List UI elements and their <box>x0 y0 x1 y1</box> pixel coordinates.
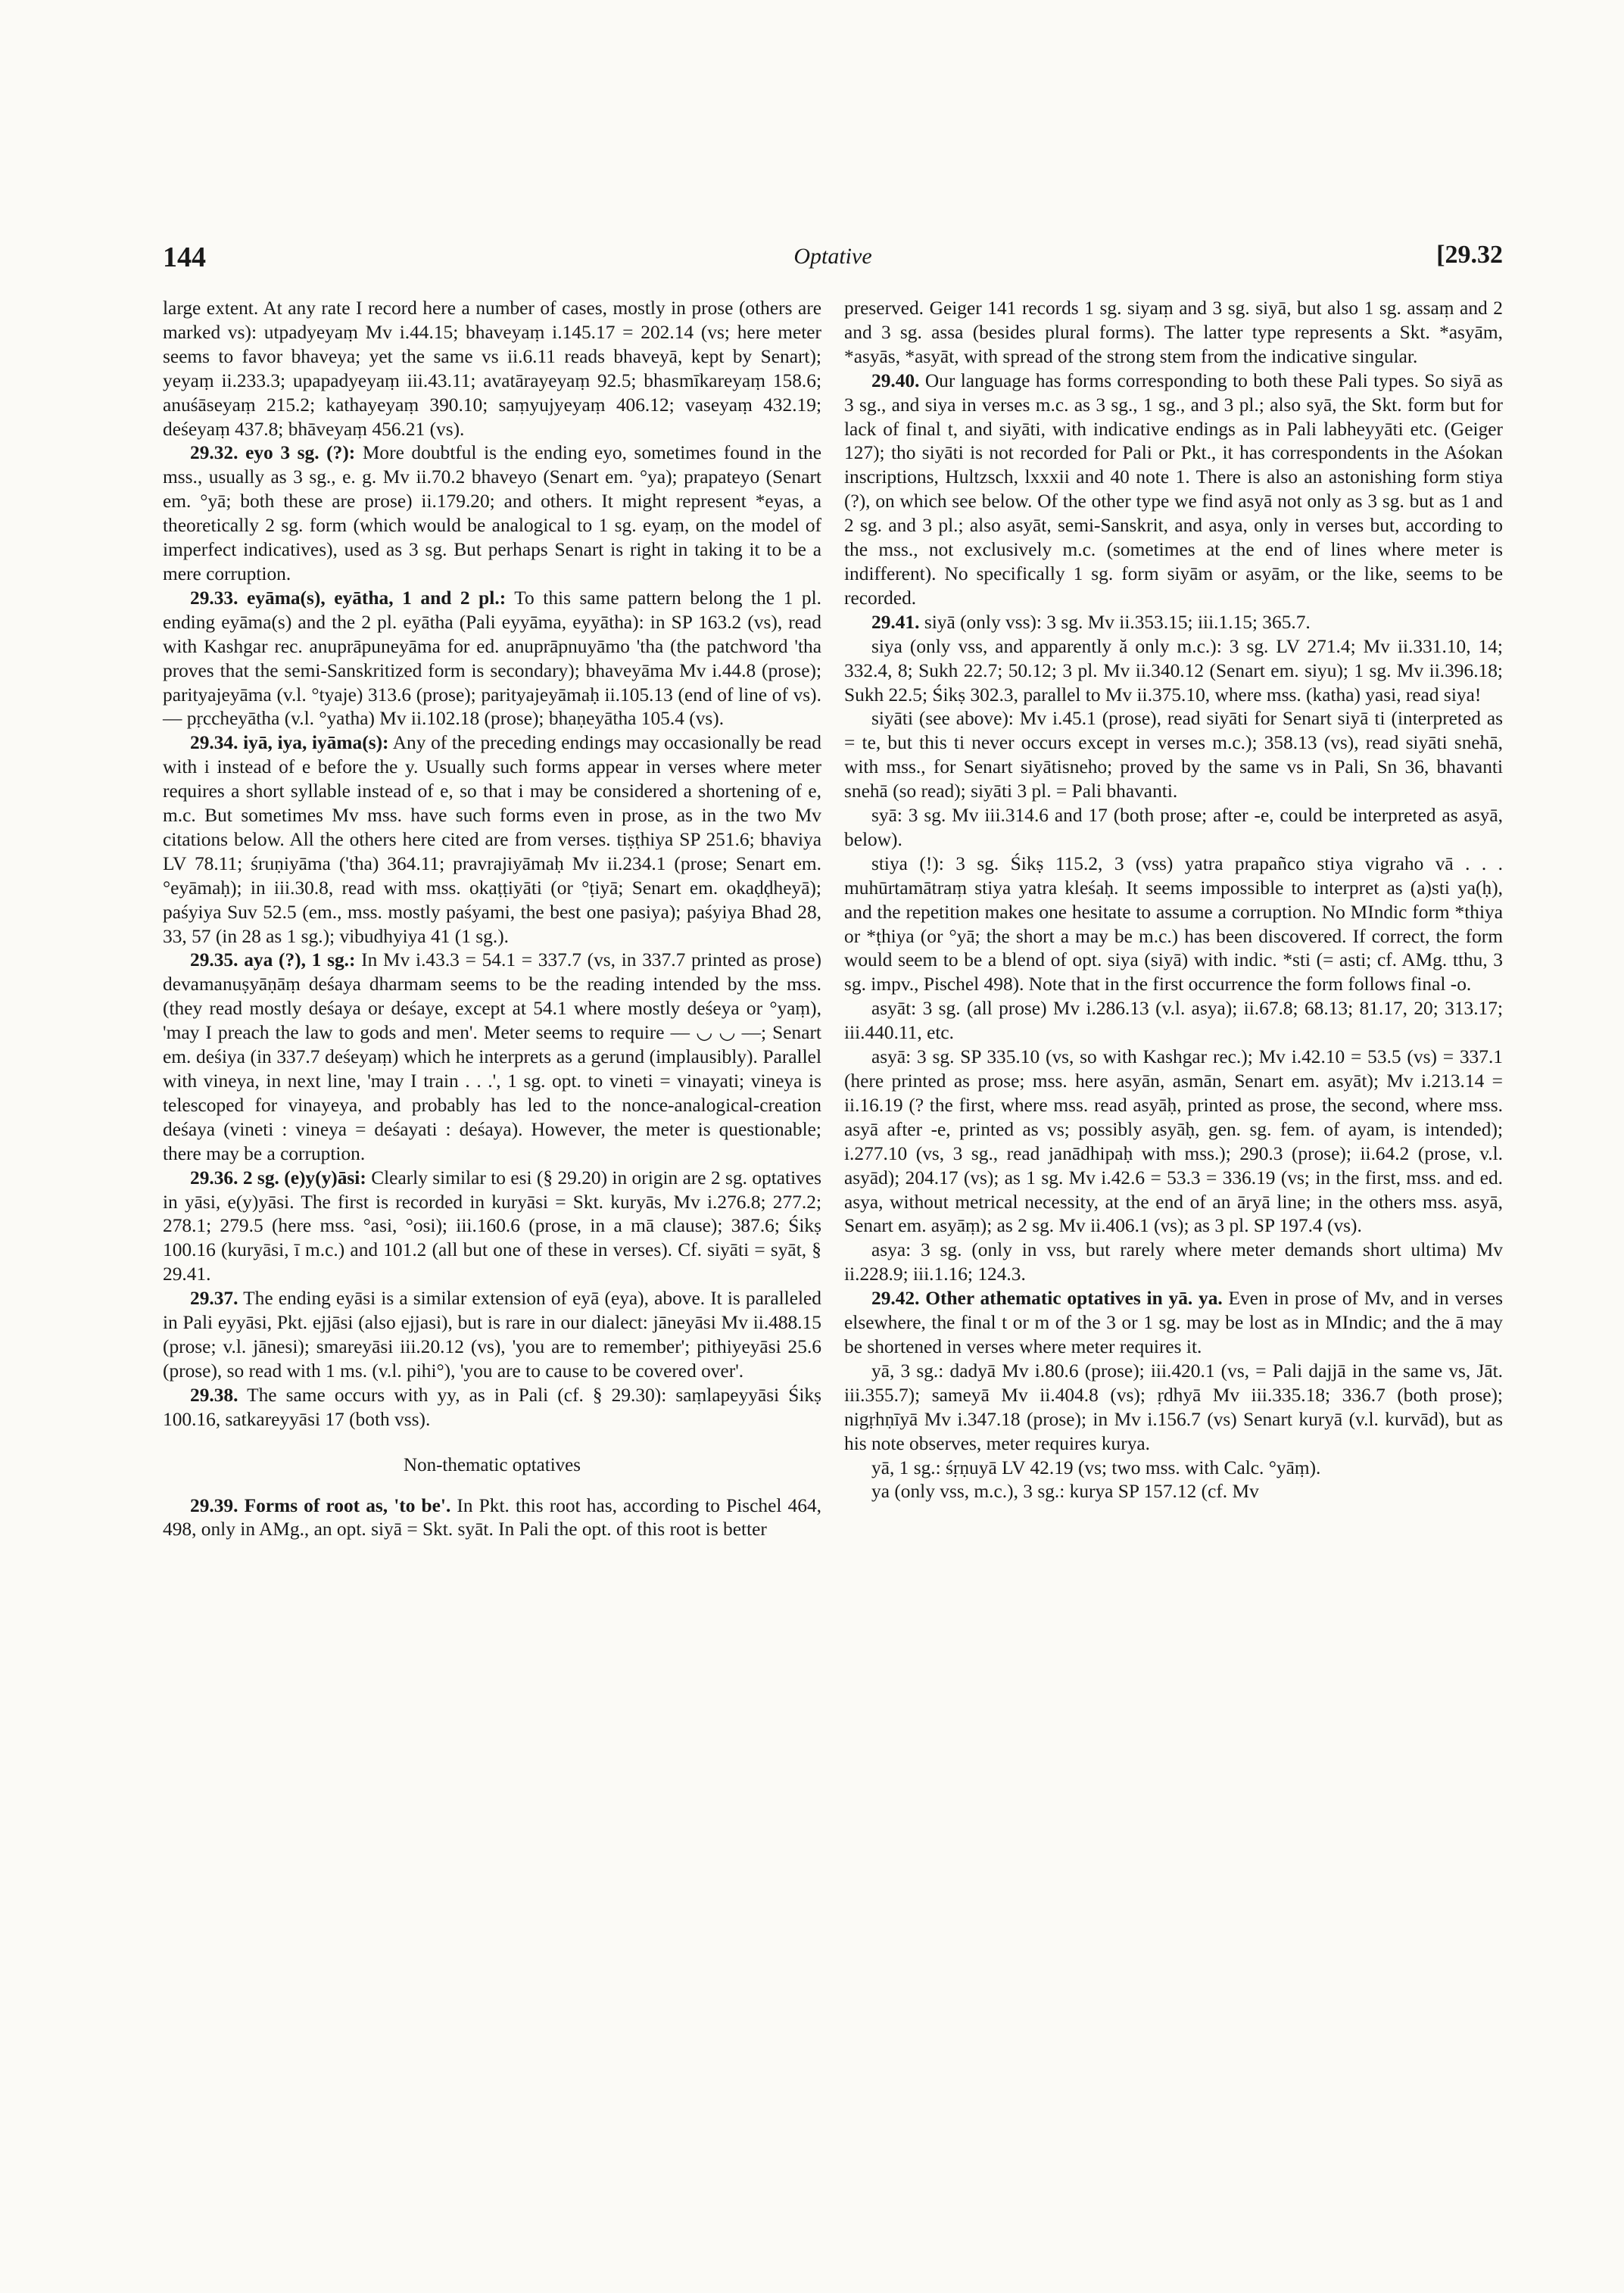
entry-stiya: stiya (!): 3 sg. Śikṣ 115.2, 3 (vss) yatra prapañco stiya vigraho vā . . . muhūrtamātraṃ stiya yatra kleśaḥ. It seems impossible to interpret as (a)sti ya(ḥ), and the repetition makes one hesitate to assume a corruption. No MIndic form *thiya or *ṭhiya (or °yā; the short a may be m.c.) has been discovered. If correct, the form would seem to be a blend of opt. siya (siyā) with indic. *sti (= asti; cf. AMg. tthu, 3 sg. impv., Pischel 498). Note that in the first occurrence the form follows final -o. <box>844 852 1503 995</box>
section-body: The ending eyāsi is a similar extension of eyā (eya), above. It is paralleled in Pali eyyāsi, Pkt. ejjāsi (also ejjasi), but is rare in our dialect: jāneyāsi Mv ii.488.15 (prose; v.l. jānesi); smareyāsi iii.20.12 (vs), 'you are to remember'; pithiyeyāsi 25.6 (prose), so read with 1 ms. (v.l. pihi°), 'you are to cause to be covered over'. <box>163 1288 821 1382</box>
section-body: In Pkt. this root has, according to Pischel 464, 498, only in AMg., an opt. siyā = Skt. syāt. In Pali the opt. of this root is better <box>163 1494 821 1541</box>
left-column <box>163 297 821 1542</box>
entry-asya-short: asya: 3 sg. (only in vss, but rarely where meter demands short ultima) Mv ii.228.9; iii.1.16; 124.3. <box>844 1239 1503 1285</box>
section-reference: [29.32 <box>1436 241 1503 269</box>
section-29-36 <box>163 1167 821 1288</box>
section-29-39 <box>163 1494 821 1543</box>
right-column <box>844 297 1503 1504</box>
section-heading: 29.38. <box>190 1384 238 1406</box>
section-body: In Mv i.43.3 = 54.1 = 337.7 (vs, in 337.7 printed as prose) devamanuṣyāṇāṃ deśaya dharmam seems to be the reading intended by the mss. (they read mostly deśaya or deśaye, except at 54.1 where mostly deśeya or °yaṃ), 'may I preach the law to gods and men'. Meter seems to require — ◡ ◡ —; Senart em. deśiya (in 337.7 deśeyaṃ) which he interprets as a gerund (implausibly). Parallel with vineya, in next line, 'may I train . . .', 1 sg. opt. to vineti = vinayati; vineya is telescoped for vinayeya, and probably has led to the nonce-analogical-creation deśaya (vineti : vineya = deśayati : deśaya). However, the meter is questionable; there may be a corruption. <box>163 949 821 1164</box>
section-29-32 <box>163 441 821 586</box>
paragraph-continuation: preserved. Geiger 141 records 1 sg. siyaṃ and 3 sg. siyā, but also 1 sg. assaṃ and 2 and 3 sg. assa (besides plural forms). The latter type represents a Skt. *asyām, *asyās, *asyāt, with spread of the strong stem from the indicative singular. <box>844 298 1503 367</box>
entry-ya-1sg: yā, 1 sg.: śṛṇuyā LV 42.19 (vs; two mss. with Calc. °yāṃ). <box>871 1456 1321 1478</box>
section-29-33 <box>163 587 821 731</box>
entry-sya: syā: 3 sg. Mv iii.314.6 and 17 (both prose; after -e, could be interpreted as asyā, below). <box>844 805 1503 850</box>
section-body: More doubtful is the ending eyo, sometimes found in the mss., usually as 3 sg., e. g. Mv ii.70.2 bhaveyo (Senart em. °ya); prapateyo (Senart em. °yā; both these are prose) ii.179.20; and others. It might represent *eyas, a theoretically 2 sg. form (which would be analogical to 1 sg. eyaṃ, on the model of imperfect indicatives), used as 3 sg. But perhaps Senart is right in taking it to be a mere corruption. <box>163 442 821 584</box>
section-heading: 29.40. <box>871 369 920 391</box>
section-29-38 <box>163 1384 821 1432</box>
section-heading: 29.42. Other athematic optatives in yā. ya. <box>871 1288 1223 1310</box>
section-heading: 29.33. eyāma(s), eyātha, 1 and 2 pl.: <box>190 587 507 609</box>
section-heading: 29.37. <box>190 1288 238 1310</box>
entry-siya: siya (only vss, and apparently ă only m.c.): 3 sg. LV 271.4; Mv ii.331.10, 14; 332.4, 8; Sukh 22.7; 50.12; 3 pl. Mv ii.340.12 (Senart em. siyu); 1 sg. Mv ii.396.18; Sukh 22.5; Śikṣ 302.3, parallel to Mv ii.375.10, where mss. (katha) yasi, read siya! <box>844 635 1503 706</box>
section-29-41 <box>844 611 1503 635</box>
section-body: Even in prose of Mv, and in verses elsewhere, the final t or m of the 3 or 1 sg. may be lost as in MIndic; and the ā may be shortened in verses where meter requires it. <box>844 1288 1503 1357</box>
section-29-34 <box>163 731 821 949</box>
page-number: 144 <box>163 241 206 273</box>
section-heading: 29.35. aya (?), 1 sg.: <box>190 949 356 971</box>
section-29-42 <box>844 1287 1503 1360</box>
section-heading: 29.34. iyā, iya, iyāma(s): <box>190 732 389 754</box>
section-29-37 <box>163 1287 821 1384</box>
section-29-35 <box>163 949 821 1166</box>
paragraph-continuation: large extent. At any rate I record here a number of cases, mostly in prose (others are marked vs): utpadyeyaṃ Mv i.44.15; bhaveyaṃ i.145.17 = 202.14 (vs; here meter seems to favor bhaveya; yet the same vs ii.6.11 reads bhaveyā, kept by Senart); yeyaṃ ii.233.3; upapadyeyaṃ iii.43.11; avatārayeyaṃ 92.5; bhasmīkareyaṃ 158.6; anuśāseyaṃ 215.2; kathayeyaṃ 390.10; saṃyujyeyaṃ 406.12; vaseyaṃ 432.19; deśeyaṃ 437.8; bhāveyaṃ 456.21 (vs). <box>163 298 821 440</box>
section-body: To this same pattern belong the 1 pl. ending eyāma(s) and the 2 pl. eyātha (Pali eyyāma, eyyātha): in SP 163.2 (vs), read with Kashgar rec. anuprāpuneyāma for ed. anuprāpnuyāmo 'tha (the patchword 'tha proves that the semi-Sanskritized form is secondary); bhaveyāma Mv i.44.8 (prose); parityajeyāma (v.l. °tyaje) 313.6 (prose); parityajeyāmaḥ ii.105.13 (end of line of vs). — pṛccheyātha (v.l. °yatha) Mv ii.102.18 (prose); bhaṇeyātha 105.4 (vs). <box>163 587 821 730</box>
page-header <box>163 241 1503 279</box>
section-body: siyā (only vss): 3 sg. Mv ii.353.15; iii.1.15; 365.7. <box>919 611 1311 633</box>
section-body: Any of the preceding endings may occasionally be read with i instead of e before the y. Usually such forms appear in verses where meter requires a short syllable instead of e, so that i may be considered a shortening of e, m.c. But sometimes Mv mss. have such forms even in prose, as in the two Mv citations below. All the others here cited are from verses. tiṣṭhiya SP 251.6; bhaviya LV 78.11; śruṇiyāma ('tha) 364.11; pravrajiyāmaḥ Mv ii.234.1 (prose; Senart em. °eyāmaḥ); in iii.30.8, read with mss. okaṭṭiyāti (or °ṭiyā; Senart em. okaḍḍheyā); paśyiya Suv 52.5 (em., mss. mostly paśyami, the best one pasiya); paśyiya Bhad 28, 33, 57 (in 28 as 1 sg.); vibudhyiya 41 (1 sg.). <box>163 732 821 947</box>
section-body: Our language has forms corresponding to both these Pali types. So siyā as 3 sg., and siya in verses m.c. as 3 sg., 1 sg., and 3 pl.; also syā, the Skt. form but for lack of final t, and siyāti, with indicative endings as in Pali labheyyāti etc. (Geiger 127); tho siyāti is not recorded for Pali or Pkt., it has correspondents in the Aśokan inscriptions, Hultzsch, lxxxii and 40 note 1. There is also an astonishing form stiya (?), on which see below. Of the other type we find asyā not only as 3 sg. but as 1 and 2 sg. and 3 pl.; also asyāt, semi-Sanskrit, and asya, only in verses but, according to the mss., not exclusively m.c. (sometimes at the end of lines where meter is indifferent). No specifically 1 sg. form siyām or asyām, or the like, seems to be recorded. <box>844 369 1503 609</box>
section-body: Clearly similar to esi (§ 29.20) in origin are 2 sg. optatives in yāsi, e(y)yāsi. The first is recorded in kuryāsi = Skt. kuryās, Mv i.276.8; 277.2; 278.1; 279.5 (here mss. °asi, °osi); iii.160.6 (prose, in a mā clause); 387.6; Śikṣ 100.16 (kuryāsi, ī m.c.) and 101.2 (all but one of these in verses). Cf. siyāti = syāt, § 29.41. <box>163 1167 821 1285</box>
entry-asyat: asyāt: 3 sg. (all prose) Mv i.286.13 (v.l. asya); ii.67.8; 68.13; 81.17, 20; 313.17; iii.440.11, etc. <box>844 998 1503 1044</box>
entry-ya-short: ya (only vss, m.c.), 3 sg.: kurya SP 157.12 (cf. Mv <box>871 1481 1259 1503</box>
section-heading: 29.32. eyo 3 sg. (?): <box>190 442 356 464</box>
entry-ya-3sg: yā, 3 sg.: dadyā Mv i.80.6 (prose); iii.420.1 (vs, = Pali dajjā in the same vs, Jāt. iii.355.7); sameyā Mv ii.404.8 (vs); ṛdhyā Mv iii.335.18; 336.7 (both prose); nigṛhṇīyā Mv i.347.18 (prose); in Mv i.156.7 (vs) Senart kuryā (v.l. kurvād), but as his note observes, meter requires kurya. <box>844 1360 1503 1454</box>
entry-asya-long: asyā: 3 sg. SP 335.10 (vs, so with Kashgar rec.); Mv i.42.10 = 53.5 (vs) = 337.1 (here printed as prose; mss. here asyān, asmān, Senart em. asyāt); Mv i.213.14 = ii.16.19 (? the first, where mss. read asyāḥ, printed as prose, the second, where mss. asyā after -e, printed as vs; possibly asyāḥ, gen. sg. fem. of ayam, is intended); i.277.10 (vs, 3 sg., read janādhipaḥ with mss.); 290.3 (prose); ii.64.2 (prose, v.l. asyād); 204.17 (vs); as 1 sg. Mv i.42.6 = 53.3 = 336.19 (vs; in the first, mss. and ed. asya, without metrical necessity, at the end of an āryā line; in the others mss. asyā, Senart em. asyāṃ); as 2 sg. Mv ii.406.1 (vs); as 3 pl. SP 197.4 (vs). <box>844 1046 1503 1237</box>
section-29-40 <box>844 369 1503 611</box>
entry-siyati: siyāti (see above): Mv i.45.1 (prose), read siyāti for Senart siyā ti (interpreted as = te, but this ti never occurs except in verses m.c.); 358.13 (vs), read siyāti snehā, with mss., for Senart siyātisneho; proved by the same vs in Pali, Sn 36, bhavanti snehā (so read); siyāti 3 pl. = Pali bhavanti. <box>844 708 1503 802</box>
running-title: Optative <box>793 244 872 269</box>
subheading-non-thematic: Non-thematic optatives <box>404 1454 581 1475</box>
section-heading: 29.36. 2 sg. (e)y(y)āsi: <box>190 1167 366 1189</box>
section-heading: 29.41. <box>871 611 920 633</box>
section-body: The same occurs with yy, as in Pali (cf. § 29.30): saṃlapeyyāsi Śikṣ 100.16, satkareyyāsi 17 (both vss). <box>163 1384 821 1430</box>
section-heading: 29.39. Forms of root as, 'to be'. <box>190 1494 451 1516</box>
